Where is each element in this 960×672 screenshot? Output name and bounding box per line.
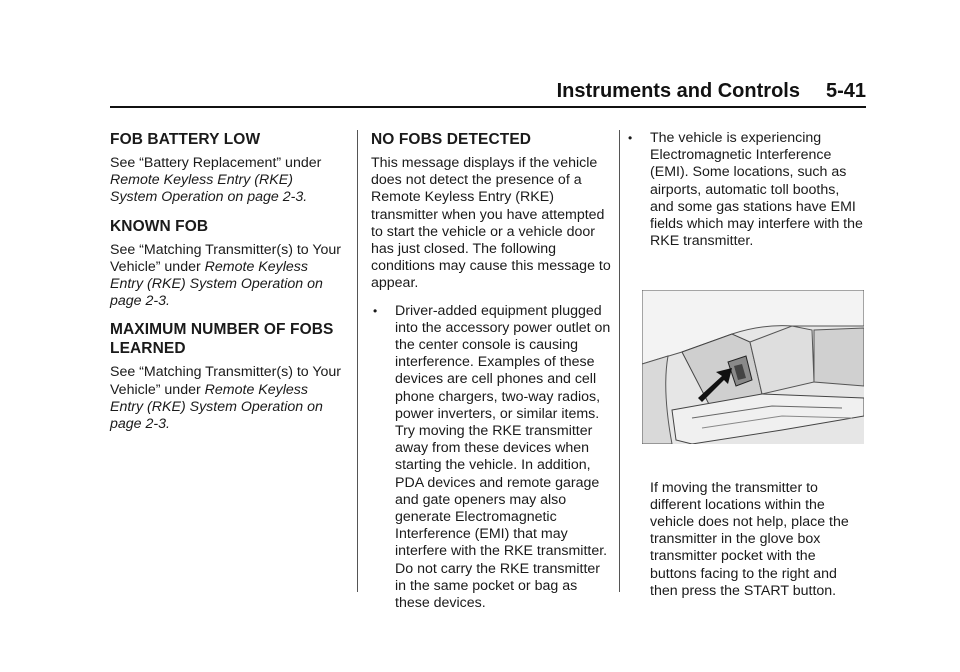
known-fob-text: See “Matching Transmitter(s) to Your Vehicle” under — [110, 241, 342, 275]
section-text-max-fobs — [110, 364, 342, 433]
no-fobs-intro: This message displays if the vehicle does not detect the presence of a Remote Keyless Entry (RKE) transmitter when you have attempted to start the vehicle or a vehicle door has just closed. The following conditions may cause this message to appear. — [371, 155, 611, 292]
section-text-fob-battery-low — [110, 155, 342, 207]
section-text-known-fob — [110, 242, 342, 311]
header-rule — [110, 106, 866, 108]
column-1 — [110, 130, 342, 443]
conditions-list-continued — [626, 130, 866, 250]
max-fobs-text: See “Matching Transmitter(s) to Your Vehicle” under — [110, 364, 342, 398]
max-fobs-reference: Remote Keyless Entry (RKE) System Operation on page 2-3. — [110, 381, 323, 433]
column-2 — [371, 130, 611, 620]
column-divider-1 — [357, 130, 358, 592]
bullet-text: The vehicle is experiencing Electromagnetic Interference (EMI). Some locations, such as airports, automatic toll booths, and some gas stations have EMI fields which may interfere with the RKE transmitter. — [650, 130, 863, 250]
conditions-list — [371, 303, 611, 613]
bullet-text: Driver-added equipment plugged into the accessory power outlet on the center console is causing interference. Examples of these devices are cell phones and cell phone chargers, two-way radios, power inverters, or similar items. Try moving the RKE transmitter away from these devices when starting the vehicle. In addition, PDA devices and remote garage and gate openers may also generate Electromagnetic Interference (EMI) that may interfere with the RKE transmitter. Do not carry the RKE transmitter in the same pocket or bag as these devices. — [395, 302, 611, 612]
list-item — [626, 130, 866, 250]
column-3 — [626, 130, 866, 610]
fob-battery-low-text: See “Battery Replacement” under — [110, 155, 322, 171]
header-title: Instruments and Controls — [556, 80, 800, 102]
column-divider-2 — [619, 130, 620, 592]
fob-battery-low-reference: Remote Keyless Entry (RKE) System Operation on page 2-3. — [110, 172, 308, 206]
page-header — [110, 80, 866, 103]
glove-box-instruction: If moving the transmitter to different locations within the vehicle does not help, place the transmitter in the glove box transmitter pocket with the buttons facing to the right and then press the START button. — [650, 479, 849, 599]
section-title-known-fob: KNOWN FOB — [110, 217, 209, 235]
list-item — [371, 303, 611, 613]
glove-box-transmitter-pocket-illustration — [642, 290, 864, 444]
bullet-icon: • — [373, 303, 378, 318]
section-title-fob-battery-low: FOB BATTERY LOW — [110, 131, 261, 148]
known-fob-reference: Remote Keyless Entry (RKE) System Operation on page 2-3. — [110, 258, 323, 310]
section-title-no-fobs-detected: NO FOBS DETECTED — [371, 131, 532, 148]
bullet-icon: • — [628, 131, 633, 145]
section-title-max-fobs: MAXIMUM NUMBER OF FOBS LEARNED — [110, 321, 334, 358]
page-number: 5-41 — [825, 80, 866, 102]
